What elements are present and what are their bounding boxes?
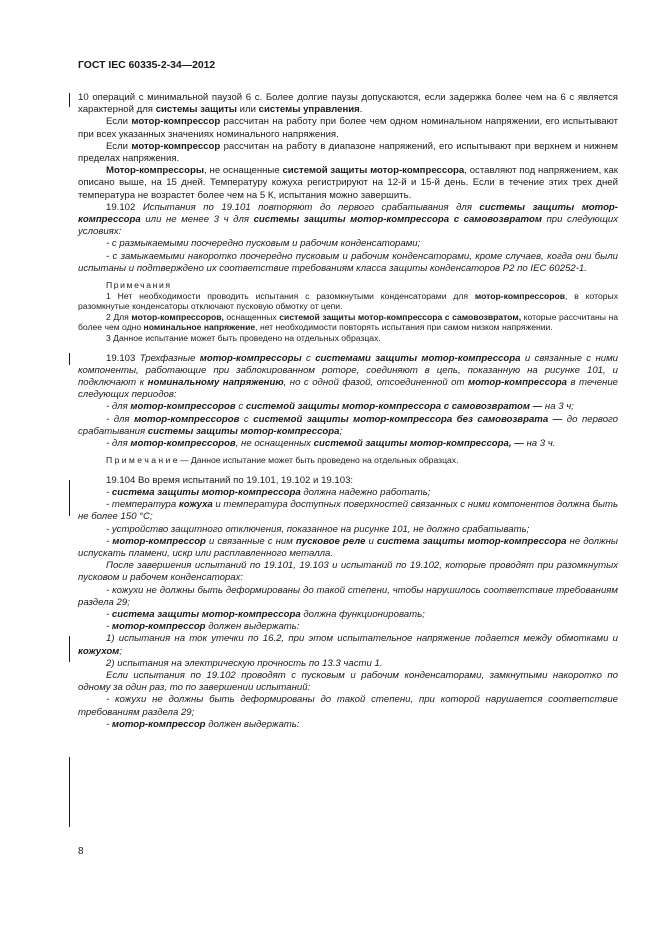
body-paragraph	[78, 92, 618, 116]
body-paragraph	[78, 141, 618, 165]
text-run: системами защиты мотор-компрессора	[315, 352, 521, 364]
text-run: 2) испытания на электрическую прочность по 13.3 части 1.	[106, 657, 383, 669]
text-run: -	[106, 621, 112, 633]
text-run: 1) испытания на ток утечки по 16.2, при этом испытательное напряжение подается между обмотками и	[106, 633, 618, 645]
text-run: в течение следующих периодов:	[78, 377, 618, 401]
body-paragraph	[78, 633, 618, 657]
text-run: - для	[106, 438, 131, 450]
note-paragraph	[78, 280, 618, 291]
text-run: на 3 ч;	[542, 401, 574, 413]
text-run: ;	[339, 425, 343, 437]
note-paragraph	[78, 455, 618, 466]
text-run: , не оснащенные	[204, 165, 283, 177]
text-run: Мотор-компрессоры	[106, 165, 205, 177]
text-run: - устройство защитного отключения, показанное на рисунке 101, не должно срабатывать;	[106, 523, 530, 535]
body-paragraph	[78, 353, 618, 402]
text-run: системой защиты мотор-компрессора без самовозврата —	[253, 413, 563, 425]
text-run: с	[235, 401, 246, 413]
text-run: мотор-компрессор	[112, 535, 206, 547]
text-run: на 3 ч.	[523, 438, 556, 450]
body-paragraph	[78, 670, 618, 694]
text-run: 19.102	[106, 201, 143, 213]
text-run: -	[106, 487, 112, 499]
body-paragraph	[78, 414, 618, 438]
body-paragraph	[78, 585, 618, 609]
body-paragraph	[78, 609, 618, 621]
text-run: 19.104 Во время испытаний по 19.101, 19.102 и 19.103:	[106, 474, 354, 486]
text-run: , оставляют под напряжением, как описано выше, на 15 дней. Температуру кожуха регистрируют на 12-й и 15-й день. Если в течение этих трех дней температура не возрастет более чем на 5 К, испытания можно завершить.	[78, 165, 618, 201]
text-run: , но с одной фазой, отсоединенной от	[283, 377, 468, 389]
text-run: которые рассчитаны на более чем одно	[78, 311, 618, 333]
text-run: с	[239, 413, 254, 425]
text-run: до первого срабатывания	[78, 413, 618, 437]
text-run: - температура	[106, 499, 179, 511]
text-run: , нет необходимости повторять испытания при самом низком напряжении.	[255, 322, 553, 333]
text-run: при следующих условиях:	[78, 214, 618, 238]
body-paragraph	[78, 719, 618, 731]
body-paragraph	[78, 536, 618, 560]
body-paragraph	[78, 238, 618, 250]
body-paragraph	[78, 694, 618, 718]
body-paragraph	[78, 401, 618, 413]
text-run: -	[106, 535, 113, 547]
change-bar	[69, 757, 70, 827]
text-run: Если испытания по 19.102 проводят с пусковым и рабочим конденсаторами, замкнутыми накоротко по одному за один раз, то по завершении испытаний:	[78, 670, 618, 694]
body-paragraph	[78, 475, 618, 487]
text-run: или не менее 3 ч для	[140, 214, 254, 226]
text-run: - кожухи не должны быть деформированы до такой степени, чтобы нарушилось соответствие требованиям раздела 29;	[78, 584, 618, 608]
body-paragraph	[78, 487, 618, 499]
change-bar	[69, 353, 70, 365]
body-paragraph	[78, 116, 618, 140]
text-run: кожуха	[178, 499, 213, 511]
text-run: рассчитан на работу в диапазоне напряжений, его испытывают при верхнем и нижнем пределах напряжения.	[78, 140, 618, 165]
note-paragraph	[78, 312, 618, 333]
text-run: рассчитан на работу при более чем одном номинальном напряжении, его испытывают при всех указанных значениях номинального напряжения.	[78, 116, 618, 140]
text-run: - для	[106, 401, 131, 413]
text-run: и связанные с ними компоненты, работающие при заблокированном роторе, соединяют в цепь, показанную на рисунке 101, и подключают к	[78, 352, 618, 389]
text-run: - кожухи не должны быть деформированы до такой степени, при которой нарушается соответствие требованиям раздела 29;	[78, 694, 618, 718]
text-run: должна функционировать;	[300, 609, 425, 621]
text-run: системы управления	[258, 104, 360, 116]
text-run: мотор-компрессор	[111, 621, 206, 633]
change-bar	[69, 636, 70, 662]
text-run: - с замыкаемыми накоротко поочередно пусковым и рабочим конденсаторами, кроме случаев, когда они были испытаны и подтверждено их соответствие требованиям класса защиты конденсаторов P2 по IEC 60252-1.	[78, 250, 618, 274]
text-run: .	[359, 104, 363, 116]
body-paragraph	[78, 658, 618, 670]
text-run: Испытания по 19.101 повторяют до первого срабатывания для	[142, 201, 480, 213]
text-run: После завершения испытаний по 19.101, 19.103 и испытаний по 19.102, которые проводят при разомкнутых пусковом и рабочем конденсаторах:	[78, 560, 618, 584]
body-paragraph	[78, 165, 618, 202]
body-paragraph	[78, 251, 618, 275]
note-paragraph	[78, 291, 618, 312]
text-run: и связанные с ним	[205, 535, 296, 547]
text-run: ;	[119, 645, 122, 657]
text-run: 2 Для	[106, 311, 132, 322]
text-run: мотор-компрессоров	[130, 401, 236, 413]
text-run: Если	[106, 116, 132, 128]
body-paragraph	[78, 524, 618, 536]
text-run: система защиты мотор-компрессора	[111, 609, 301, 621]
text-run: мотор-компрессор	[131, 116, 221, 128]
text-run: 1 Нет необходимости проводить испытания с разомкнутыми конденсаторами для	[106, 290, 475, 301]
text-run: мотор-компрессоры	[199, 352, 302, 364]
text-run: мотор-компрессор	[111, 718, 206, 730]
text-run: должен выдержать:	[205, 621, 300, 633]
text-run: системы защиты мотор-компрессора с самовозвратом	[253, 214, 542, 226]
text-run: и	[365, 535, 377, 547]
text-run: кожухом	[78, 645, 120, 657]
text-run: или	[236, 104, 259, 116]
page-number: 8	[78, 846, 84, 857]
text-run: системы защиты мотор-компрессора	[78, 201, 618, 226]
body-paragraph	[78, 202, 618, 239]
text-run: должен выдержать:	[205, 718, 300, 730]
text-run: мотор-компрессор	[131, 140, 221, 152]
text-run: системой защиты мотор-компрессора	[282, 165, 465, 177]
text-run: -	[106, 609, 112, 621]
text-run: должна надежно работать;	[300, 487, 431, 499]
text-run: - для	[106, 413, 135, 425]
body-paragraph	[78, 560, 618, 584]
body-paragraph	[78, 621, 618, 633]
text-run: не должны испускать пламени, искр или расплавленного металла.	[78, 535, 618, 560]
text-run: 10 операций с минимальной паузой 6 с. Более долгие паузы допускаются, если задержка более чем на 6 с является характерной для	[78, 92, 618, 116]
text-run: , не оснащенных	[235, 438, 314, 450]
change-bar	[69, 93, 70, 107]
text-run: - с размыкаемыми поочередно пусковым и рабочим конденсаторами;	[106, 238, 421, 250]
text-run: Примечания	[106, 280, 172, 291]
text-run: системой защиты мотор-компрессора, —	[313, 438, 524, 450]
text-run: и температура доступных поверхностей связанных с ними компонентов должна быть не более 150 °С;	[78, 499, 618, 523]
text-run: система защиты мотор-компрессора	[111, 487, 301, 499]
text-run: с	[301, 352, 316, 364]
text-run: номинальное напряжение	[143, 322, 256, 333]
document-header: ГОСТ IEC 60335-2-34—2012	[78, 60, 216, 71]
text-run: системы защиты мотор-компрессора	[147, 425, 340, 437]
document-body	[78, 92, 618, 731]
change-bar	[69, 480, 70, 516]
note-paragraph	[78, 333, 618, 344]
body-paragraph	[78, 438, 618, 450]
text-run: Если	[106, 140, 132, 152]
text-run: мотор-компрессора	[467, 377, 567, 389]
text-run: системой защиты мотор-компрессора с самовозвратом —	[245, 401, 543, 413]
text-run: системы защиты	[155, 104, 237, 116]
text-run: 3 Данное испытание может быть проведено на отдельных образцах.	[106, 333, 381, 344]
text-run: -	[106, 718, 112, 730]
text-run: Трехфазные	[139, 352, 200, 364]
text-run: мотор-компрессоров	[474, 290, 566, 301]
text-run: пусковое реле	[295, 535, 366, 547]
text-run: оснащенных	[223, 311, 280, 322]
text-run: системой защиты мотор-компрессора с самовозвратом,	[279, 311, 522, 322]
body-paragraph	[78, 499, 618, 523]
text-run: 19.103	[106, 352, 140, 364]
text-run: мотор-компрессоров,	[131, 311, 224, 322]
text-run: , в которых разомкнутые конденсаторы отключают пусковую обмотку от цепи.	[78, 290, 618, 312]
text-run: система защиты мотор-компрессора	[376, 535, 567, 547]
text-run: номинальному напряжению	[147, 377, 284, 389]
text-run: П р и м е ч а н и е — Данное испытание может быть проведено на отдельных образцах.	[106, 455, 459, 466]
text-run: мотор-компрессоров	[134, 413, 240, 425]
text-run: мотор-компрессоров	[130, 438, 236, 450]
